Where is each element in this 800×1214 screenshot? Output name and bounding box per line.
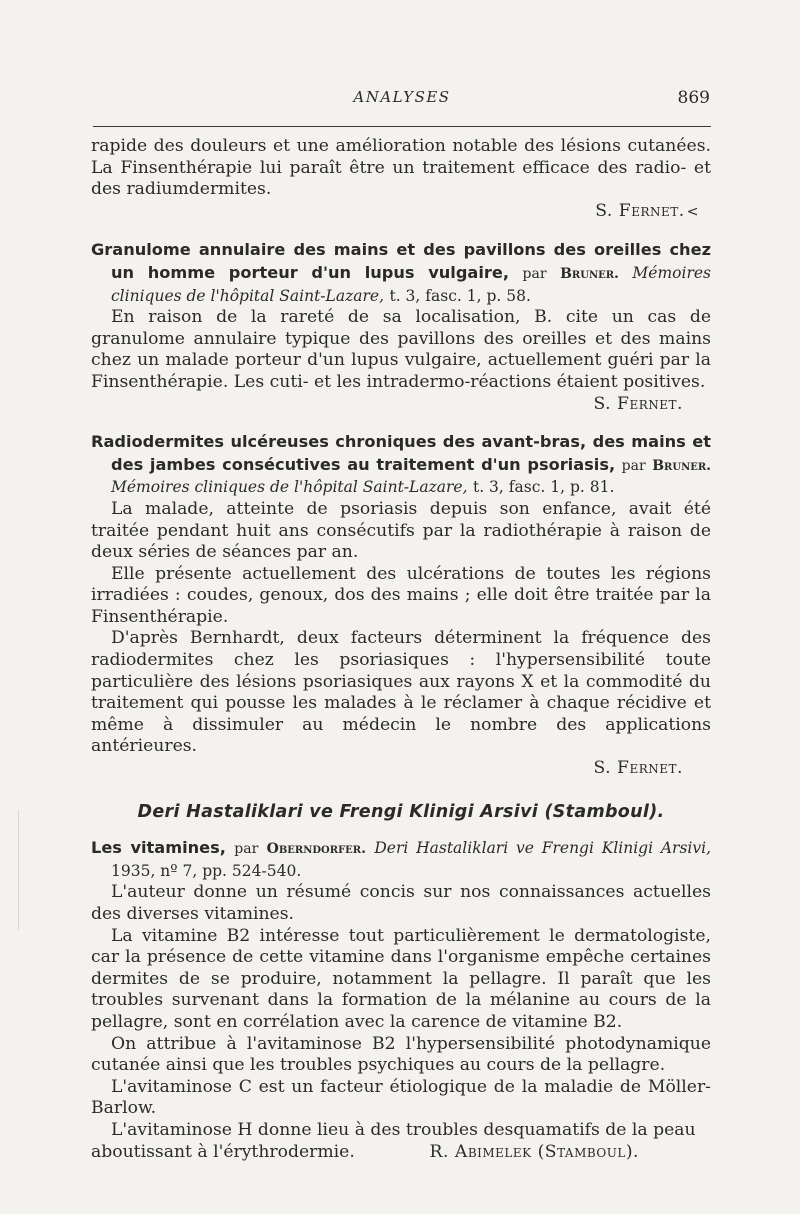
article-vitamines xyxy=(91,837,711,1163)
article-reference: 1935, nº 7, pp. 524-540. xyxy=(111,861,302,880)
article-by: par xyxy=(234,841,259,858)
continuation-section xyxy=(91,136,711,223)
page-header xyxy=(92,88,712,112)
article-author: Bruner. xyxy=(652,457,712,474)
article-heading xyxy=(91,431,711,499)
article-paragraph: Elle présente actuellement des ulcérations de toutes les régions irradiées : coudes, genoux, dos des mains ; elle doit être traitée par la Finsenthérapie. xyxy=(91,563,711,627)
article-paragraph: La malade, atteinte de psoriasis depuis son enfance, avait été traitée pendant huit ans consécutifs par la radiothérapie à raison de deux séries de séances par an. xyxy=(91,498,711,563)
article-paragraph: L'avitaminose C est un facteur étiologique de la maladie de Möller-Barlow. xyxy=(91,1076,711,1119)
article-paragraph: D'après Bernhardt, deux facteurs déterminent la fréquence des radiodermites chez les psoriasiques : l'hypersensibilité toute particulière des lésions psoriasiques aux rayons X et la commodité du traitement qui pousse les malades à le réclamer à chaque récidive et même à dissimuler au médecin le nombre des applications antérieures. xyxy=(91,628,711,757)
continuation-signature: S. Fernet. < xyxy=(595,200,699,221)
margin-check-mark: < xyxy=(686,203,699,220)
article-reference: t. 3, fasc. 1, p. 58. xyxy=(389,286,531,305)
article-by: par xyxy=(522,265,547,282)
article-title: Les vitamines, xyxy=(91,838,226,858)
article-paragraph: La vitamine B2 intéresse tout particulièrement le dermatologiste, car la présence de cette vitamine dans l'organisme empêche certaines dermites de se produire, notamment la pellagre. Il paraît que les troubles survenant dans la formation de la mélanine au cours de la pellagre, sont en corrélation avec la carence de vitamine B2. xyxy=(91,925,711,1032)
journal-heading: Deri Hastaliklari ve Frengi Klinigi Arsivi (Stamboul). xyxy=(137,801,665,822)
article-journal: Mémoires cliniques de l'hôpital Saint-Lazare, xyxy=(111,478,468,497)
article-by: par xyxy=(621,457,646,474)
article-title: Radiodermites ulcéreuses chroniques des avant-bras, des mains et des jambes consécutives au traitement d'un psoriasis, xyxy=(91,432,711,474)
article-heading xyxy=(91,837,711,882)
article-journal: Deri Hastaliklari ve Frengi Klinigi Arsivi, xyxy=(374,839,712,858)
continuation-text: rapide des douleurs et une amélioration notable des lésions cutanées. La Finsenthérapie lui paraît être un traitement efficace des radio- et des radiumdermites. xyxy=(91,136,711,200)
page-number: 869 xyxy=(677,88,710,108)
article-signature: R. Abimelek (Stamboul). xyxy=(429,1141,639,1162)
article-closing-text: aboutissant à l'érythrodermie. xyxy=(91,1141,355,1162)
page-content xyxy=(91,136,711,1163)
header-rule xyxy=(93,126,711,127)
article-paragraph: On attribue à l'avitaminose B2 l'hypersensibilité photodynamique cutanée ainsi que les troubles psychiques au cours de la pellagre. xyxy=(91,1033,711,1076)
article-paragraph: En raison de la rareté de sa localisation, B. cite un cas de granulome annulaire typique des pavillons des oreilles et des mains chez un malade porteur d'un lupus vulgaire, actuellement guéri par la Finsenthérapie. Les cuti- et les intradermo-réactions étaient positives. xyxy=(91,307,711,392)
article-granulome xyxy=(91,239,711,415)
article-paragraph: L'avitaminose H donne lieu à des troubles desquamatifs de la peau xyxy=(111,1119,696,1140)
article-journal: Mémoires cliniques de l'hôpital Saint-Lazare, xyxy=(111,263,711,305)
article-reference: t. 3, fasc. 1, p. 81. xyxy=(472,478,615,497)
article-closing-line xyxy=(91,1142,711,1164)
article-author: Oberndorfer. xyxy=(266,841,366,858)
margin-line xyxy=(18,810,19,930)
article-signature: S. Fernet. xyxy=(593,393,683,414)
article-title: Granulome annulaire des mains et des pavillons des oreilles chez un homme porteur d'un lupus vulgaire, xyxy=(91,240,711,282)
article-author: Bruner. xyxy=(560,265,619,282)
running-title: ANALYSES xyxy=(353,88,451,106)
article-radiodermites xyxy=(91,431,711,780)
article-signature: S. Fernet. xyxy=(593,758,683,779)
article-paragraph: L'auteur donne un résumé concis sur nos connaissances actuelles des diverses vitamines. xyxy=(91,882,711,924)
article-heading xyxy=(91,239,711,307)
